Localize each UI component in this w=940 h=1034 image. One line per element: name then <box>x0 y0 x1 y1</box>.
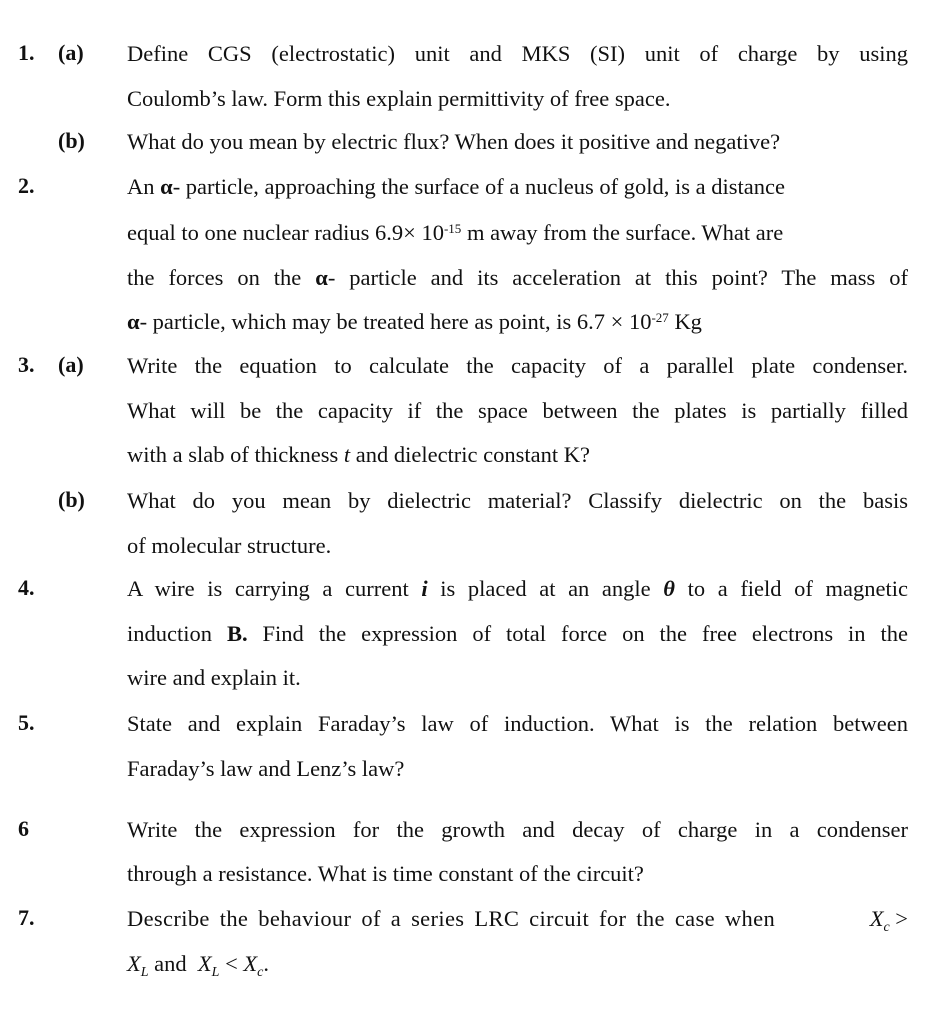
alpha-symbol: α <box>160 174 173 199</box>
q2-text: An <box>127 174 161 199</box>
thickness-variable: t <box>343 442 351 467</box>
c-subscript: c <box>257 965 264 980</box>
q4-line-2 <box>127 620 908 648</box>
field-variable: B. <box>226 621 248 646</box>
subpart-label-3a: (a) <box>58 352 84 377</box>
alpha-symbol: α <box>127 309 140 334</box>
alpha-symbol: α <box>315 265 328 290</box>
q4-text: induction <box>127 621 227 646</box>
q2-text: - particle, which may be treated here as point, is 6.7 × 10 <box>139 309 652 334</box>
q7-text: Describe the behaviour of a series LRC circuit for the case when <box>127 906 776 931</box>
question-number-4: 4. <box>18 575 35 600</box>
q2-text: m away from the surface. What are <box>466 220 784 245</box>
q6-line-1: Write the expression for the growth and decay of charge in a condenser <box>127 817 908 842</box>
x-symbol: X <box>197 951 212 976</box>
q2-text: - particle and its acceleration at this point? The mass of <box>327 265 908 290</box>
x-symbol: X <box>869 906 884 931</box>
q5-line-2: Faraday’s law and Lenz’s law? <box>127 756 405 781</box>
x-symbol: X <box>243 951 258 976</box>
q2-line-3 <box>127 264 908 292</box>
exponent: -27 <box>651 310 669 325</box>
q3-text: with a slab of thickness <box>127 442 344 467</box>
l-subscript: L <box>211 965 220 980</box>
q5-line-1: State and explain Faraday’s law of induction. What is the relation between <box>127 711 908 736</box>
q4-text: A wire is carrying a current <box>127 576 422 601</box>
current-variable: i <box>421 576 428 601</box>
question-number-1: 1. <box>18 40 35 65</box>
c-subscript: c <box>883 920 890 935</box>
subpart-label-1a: (a) <box>58 40 84 65</box>
q2-text: equal to one nuclear radius 6.9× 10 <box>127 220 444 245</box>
exponent: -15 <box>443 221 462 236</box>
theta-variable: θ <box>663 576 675 601</box>
unit: Kg <box>674 309 702 334</box>
q3a-line-1: Write the equation to calculate the capacity of a parallel plate condenser. <box>127 353 908 378</box>
q4-text: Find the expression of total force on the free electrons in the <box>247 621 908 646</box>
q2-text: the forces on the <box>127 265 316 290</box>
q3b-line-2: of molecular structure. <box>127 533 332 558</box>
q2-line-1 <box>127 173 908 201</box>
q7-text: and <box>148 951 193 976</box>
q2-line-2 <box>127 219 908 247</box>
q4-text: to a field of magnetic <box>674 576 908 601</box>
q7-line-2 <box>127 950 908 987</box>
q2-text: - particle, approaching the surface of a nucleus of gold, is a distance <box>172 174 785 199</box>
q1b-line-1: What do you mean by electric flux? When does it positive and negative? <box>127 129 781 154</box>
subpart-label-3b: (b) <box>58 487 85 512</box>
gt-symbol: > <box>895 906 908 931</box>
q3a-line-2: What will be the capacity if the space between the plates is partially filled <box>127 398 908 423</box>
question-number-5: 5. <box>18 710 35 735</box>
question-number-3: 3. <box>18 352 35 377</box>
q4-text: is placed at an angle <box>427 576 664 601</box>
l-subscript: L <box>140 965 149 980</box>
xc-gt-expression <box>870 905 908 942</box>
q4-line-1 <box>127 575 908 603</box>
q4-line-3: wire and explain it. <box>127 665 301 690</box>
q3b-line-1: What do you mean by dielectric material? Classify dielectric on the basis <box>127 488 908 513</box>
q3a-line-3 <box>127 441 908 469</box>
q6-line-2: through a resistance. What is time constant of the circuit? <box>127 861 644 886</box>
q3-text: and dielectric constant K? <box>350 442 591 467</box>
q7-line-1 <box>127 905 908 942</box>
lt-symbol: < <box>225 951 238 976</box>
subpart-label-1b: (b) <box>58 128 85 153</box>
question-number-6: 6 <box>18 816 29 841</box>
q1a-line-2: Coulomb’s law. Form this explain permittivity of free space. <box>127 86 671 111</box>
period: . <box>263 951 270 976</box>
question-number-2: 2. <box>18 173 35 198</box>
x-symbol: X <box>127 951 141 976</box>
q2-line-4 <box>127 308 908 336</box>
q1a-line-1: Define CGS (electrostatic) unit and MKS (SI) unit of charge by using <box>127 41 908 66</box>
question-number-7: 7. <box>18 905 35 930</box>
